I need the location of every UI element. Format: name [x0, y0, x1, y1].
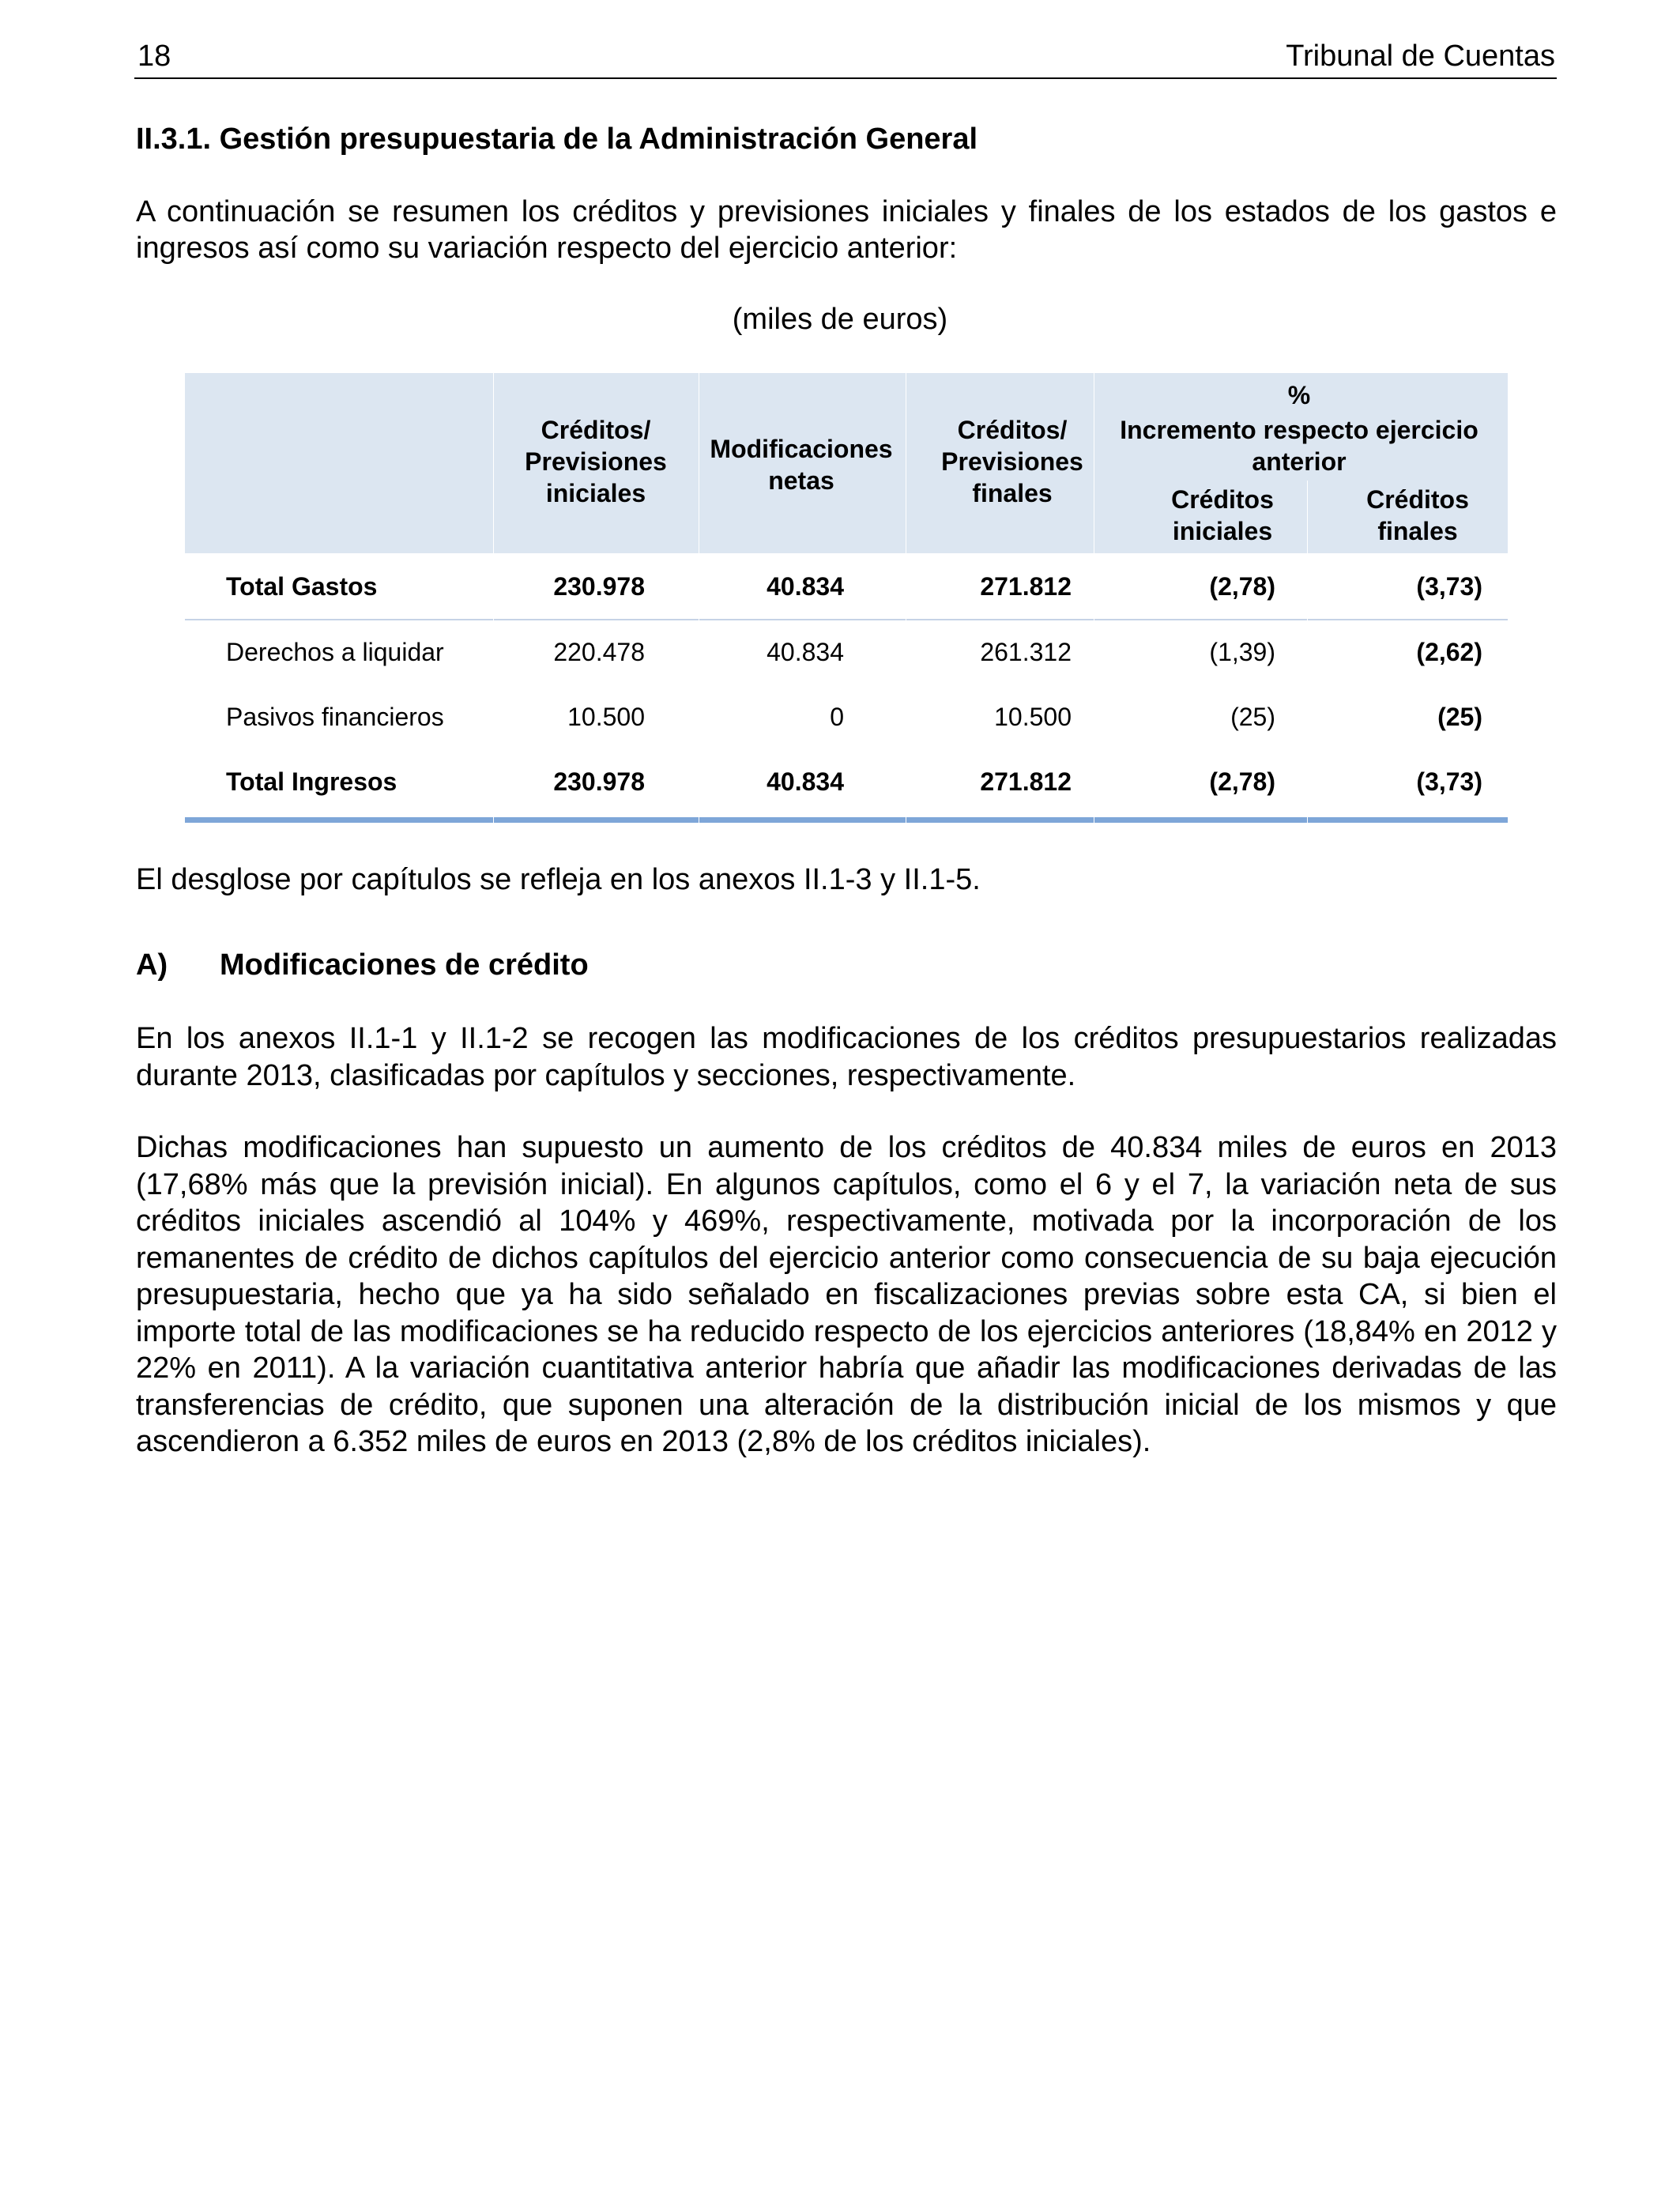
- page-header: [134, 40, 1557, 79]
- row-label: Total Gastos: [226, 572, 378, 601]
- row-label: Pasivos financieros: [226, 703, 444, 731]
- cell-value: (25): [1437, 703, 1482, 731]
- cell-value: 220.478: [553, 638, 645, 666]
- organization-name: Tribunal de Cuentas: [1286, 40, 1555, 73]
- subsection-letter: A): [136, 948, 168, 982]
- units-note: (miles de euros): [732, 303, 948, 336]
- cell-value: (1,39): [1209, 638, 1275, 666]
- cell-value: 230.978: [553, 572, 645, 601]
- cell-value: (2,78): [1209, 767, 1275, 796]
- row-label: Total Ingresos: [226, 767, 397, 796]
- cell-value: 271.812: [980, 767, 1072, 796]
- intro-paragraph: A continuación se resumen los créditos y previsiones iniciales y finales de los estados de los gastos e ingresos así como su variación respecto del ejercicio anterior:: [136, 195, 1557, 265]
- cell-value: (25): [1230, 703, 1275, 731]
- column-divider: [493, 373, 494, 824]
- cell-value: 261.312: [980, 638, 1072, 666]
- cell-value: (3,73): [1416, 767, 1482, 796]
- cell-value: (2,62): [1416, 638, 1482, 666]
- cell-value: 10.500: [567, 703, 645, 731]
- paragraph-modificaciones: Dichas modificaciones han supuesto un aumento de los créditos de 40.834 miles de euros en 2013 (17,68% más que la previsión inicial). En algunos capítulos, como el 6 y el 7, la variación neta de sus créditos iniciales ascendió al 104% y 469%, respectivamente, motivada por la incorporación de los remanentes de crédito de dichos capítulos del ejercicio anterior como consecuencia de su baja ejecución presupuestaria, hecho que ya ha sido señalado en fiscalizaciones previas sobre esta CA, si bien el importe total de las modificaciones se ha reducido respecto de los ejercicios anteriores (18,84% en 2012 y 22% en 2011). A la variación cuantitativa anterior habría que añadir las modificaciones derivadas de las transferencias de crédito, que suponen una alteración de la distribución inicial de los mismos y que ascendieron a 6.352 miles de euros en 2013 (2,8% de los créditos iniciales).: [136, 1131, 1557, 1458]
- paragraph-anexos: En los anexos II.1-1 y II.1-2 se recogen las modificaciones de los créditos presupuestarios realizadas durante 2013, clasificadas por capítulos y secciones, respectivamente.: [136, 1022, 1557, 1092]
- header-sub-creditos-iniciales: Créditos iniciales: [1171, 485, 1274, 545]
- column-divider: [1307, 481, 1308, 824]
- subsection-title: Modificaciones de crédito: [220, 948, 589, 982]
- cell-value: 40.834: [767, 572, 844, 601]
- row-label: Derechos a liquidar: [226, 638, 444, 666]
- header-incremento: Incremento respecto ejercicio anterior: [1120, 416, 1478, 476]
- header-sub-creditos-finales: Créditos finales: [1366, 485, 1469, 545]
- cell-value: 271.812: [980, 572, 1072, 601]
- section-heading: II.3.1. Gestión presupuestaria de la Administración General: [136, 123, 978, 156]
- header-creditos-finales: Créditos/ Previsiones finales: [941, 416, 1083, 507]
- cell-value: 40.834: [767, 767, 844, 796]
- cell-value: (3,73): [1416, 572, 1482, 601]
- cell-value: (2,78): [1209, 572, 1275, 601]
- cell-value: 230.978: [553, 767, 645, 796]
- page-number: 18: [137, 40, 171, 73]
- cell-value: 10.500: [994, 703, 1072, 731]
- cell-value: 40.834: [767, 638, 844, 666]
- cell-value: 0: [830, 703, 844, 731]
- desglose-note: El desglose por capítulos se refleja en los anexos II.1-3 y II.1-5.: [136, 863, 981, 896]
- table-bottom-rule: [185, 817, 1508, 823]
- row-separator: [185, 619, 1508, 620]
- header-modificaciones-netas: Modificaciones netas: [710, 435, 893, 495]
- header-creditos-iniciales: Créditos/ Previsiones iniciales: [525, 416, 667, 507]
- header-percent: %: [1287, 381, 1311, 409]
- budget-summary-table: [185, 373, 1508, 824]
